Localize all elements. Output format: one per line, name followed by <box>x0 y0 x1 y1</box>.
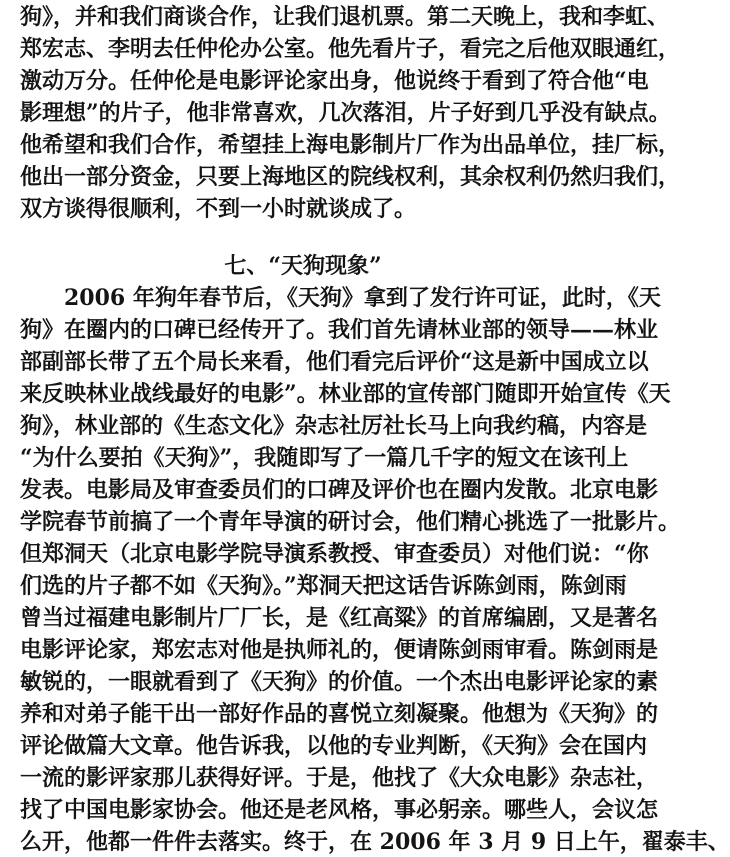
text-line: 影理想”的片子，他非常喜欢，几次落泪，片子好到几乎没有缺点。 <box>20 100 671 126</box>
text-line: 但郑洞天（北京电影学院导演系教授、审查委员）对他们说：“你 <box>20 541 649 567</box>
text-line: 他出一部分资金，只要上海地区的院线权利，其余权利仍然归我们， <box>20 164 681 190</box>
text-line: 激动万分。任仲伦是电影评论家出身，他说终于看到了符合他“电 <box>20 68 649 94</box>
text-line: 2006 年狗年春节后，《天狗》拿到了发行许可证，此时，《天 <box>64 285 661 311</box>
text-line: 狗》在圈内的口碑已经传开了。我们首先请林业部的领导——林业 <box>20 317 659 343</box>
text-line: 评论做篇大文章。他告诉我，以他的专业判断，《天狗》会在国内 <box>20 733 648 759</box>
section-heading: 七、“天狗现象” <box>224 253 382 279</box>
text-line: 来反映林业战线最好的电影”。林业部的宣传部门随即开始宣传《天 <box>20 381 671 407</box>
text-line: 敏锐的，一眼就看到了《天狗》的价值。一个杰出电影评论家的素 <box>20 669 659 695</box>
text-line: “为什么要拍《天狗》”，我随即写了一篇几千字的短文在该刊上 <box>20 445 629 471</box>
text-line: 他希望和我们合作，希望挂上海电影制片厂作为出品单位，挂厂标， <box>20 132 681 158</box>
text-line: 郑宏志、李明去任仲伦办公室。他先看片子，看完之后他双眼通红， <box>20 36 681 62</box>
text-line: 养和对弟子能干出一部好作品的喜悦立刻凝聚。他想为《天狗》的 <box>20 701 659 727</box>
text-line: 电影评论家，郑宏志对他是执师礼的，便请陈剑雨审看。陈剑雨是 <box>20 637 659 663</box>
text-line: 狗》，林业部的《生态文化》杂志社厉社长马上向我约稿，内容是 <box>20 413 648 439</box>
text-line: 双方谈得很顺利，不到一小时就谈成了。 <box>20 196 417 222</box>
text-line: 狗》，并和我们商谈合作，让我们退机票。第二天晚上，我和李虹、 <box>20 4 670 30</box>
text-line: 曾当过福建电影制片厂厂长，是《红高粱》的首席编剧，又是著名 <box>20 605 659 631</box>
text-line: 学院春节前搞了一个青年导演的研讨会，他们精心挑选了一批影片。 <box>20 509 681 535</box>
text-line: 么开，他都一件件去落实。终于，在 2006 年 3 月 9 日上午，翟泰丰、 <box>20 829 730 855</box>
text-line: 部副部长带了五个局长来看，他们看完后评价“这是新中国成立以 <box>20 349 649 375</box>
text-line: 发表。电影局及审查委员们的口碑及评价也在圈内发散。北京电影 <box>20 477 659 503</box>
text-line: 找了中国电影家协会。他还是老风格，事必躬亲。哪些人，会议怎 <box>20 797 659 823</box>
text-line: 们选的片子都不如《天狗》。”郑洞天把这话告诉陈剑雨，陈剑雨 <box>20 573 627 599</box>
text-line: 一流的影评家那儿获得好评。于是，他找了《大众电影》杂志社， <box>20 765 659 791</box>
